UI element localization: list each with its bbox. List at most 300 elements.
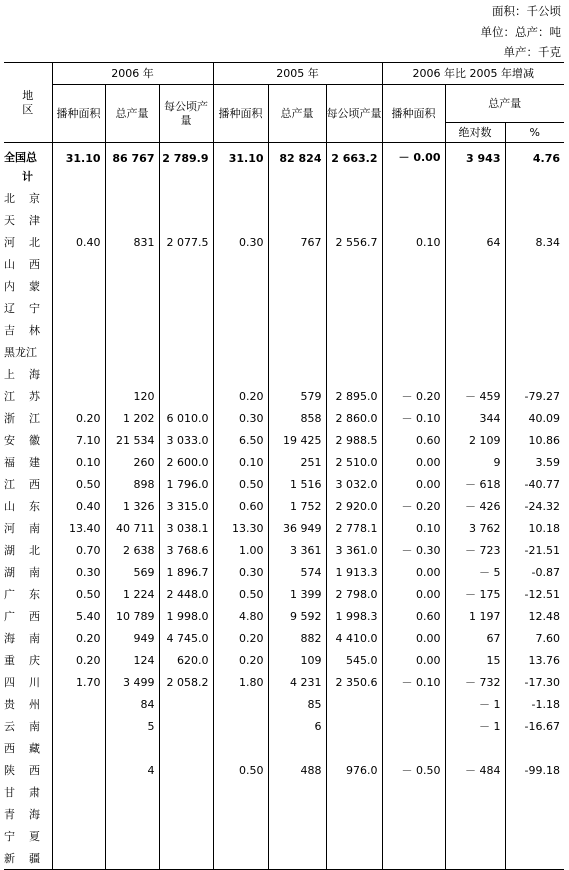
data-cell: 3 032.0 <box>326 473 382 495</box>
data-cell: 2 798.0 <box>326 583 382 605</box>
data-cell: 882 <box>268 627 326 649</box>
data-cell <box>52 341 105 363</box>
data-cell <box>445 825 505 847</box>
table-row <box>4 583 564 605</box>
data-cell: 6 010.0 <box>159 407 213 429</box>
pct-header: % <box>505 123 564 143</box>
output-2006-header: 总产量 <box>105 85 159 143</box>
region-name: 河 南 <box>4 517 52 539</box>
data-cell <box>445 781 505 803</box>
data-cell <box>505 341 564 363</box>
data-cell: 1.70 <box>52 671 105 693</box>
total-cell: 2 789.9 <box>159 143 213 166</box>
data-cell <box>105 187 159 209</box>
data-cell: 10.86 <box>528 433 561 447</box>
table-row <box>4 627 564 649</box>
data-cell <box>268 737 326 759</box>
data-cell <box>159 341 213 363</box>
data-cell: 9 <box>445 451 505 473</box>
data-cell: 7.10 <box>52 429 105 451</box>
data-cell: -40.77 <box>524 477 561 491</box>
data-cell <box>213 825 268 847</box>
data-cell: 19 425 <box>268 429 326 451</box>
data-cell <box>505 209 564 231</box>
data-cell: -21.51 <box>524 543 561 557</box>
total-cell: 82 824 <box>268 143 326 166</box>
data-cell: -99.18 <box>524 763 561 777</box>
region-name: 山 东 <box>4 495 52 517</box>
data-cell: 0.00 <box>382 451 445 473</box>
data-cell <box>445 209 505 231</box>
data-cell <box>159 275 213 297</box>
table-row <box>4 231 564 253</box>
data-cell <box>213 363 268 385</box>
data-cell: 0.30 <box>213 561 268 583</box>
data-cell: 3 315.0 <box>159 495 213 517</box>
data-cell: -79.27 <box>524 389 561 403</box>
data-cell: 1 998.3 <box>326 605 382 627</box>
data-cell <box>213 341 268 363</box>
data-cell: － 723 <box>445 539 505 561</box>
data-cell: 0.60 <box>382 605 445 627</box>
data-cell <box>445 187 505 209</box>
data-cell <box>382 715 445 737</box>
table-row <box>4 451 564 473</box>
data-cell <box>159 693 213 715</box>
table-row <box>4 385 564 407</box>
data-cell: 0.00 <box>382 561 445 583</box>
data-cell: 2 638 <box>105 539 159 561</box>
data-cell <box>505 275 564 297</box>
data-cell: 574 <box>268 561 326 583</box>
table-row <box>4 319 564 341</box>
region-name: 安 徽 <box>4 429 52 451</box>
data-cell: － 0.10 <box>382 407 445 429</box>
data-cell: 2 778.1 <box>326 517 382 539</box>
data-cell: 2 556.7 <box>326 231 382 253</box>
data-cell <box>105 341 159 363</box>
data-cell <box>505 363 564 385</box>
data-cell: 0.00 <box>382 583 445 605</box>
data-cell: 3 762 <box>445 517 505 539</box>
area-2005-header: 播种面积 <box>213 85 268 143</box>
data-cell: 4 745.0 <box>159 627 213 649</box>
data-cell <box>213 319 268 341</box>
data-cell: 124 <box>105 649 159 671</box>
data-cell: 569 <box>105 561 159 583</box>
data-cell <box>268 803 326 825</box>
region-header: 地 区 <box>4 63 52 143</box>
data-cell: 1 516 <box>268 473 326 495</box>
data-cell: 3 033.0 <box>159 429 213 451</box>
region-name: 天 津 <box>4 209 52 231</box>
change-output-header: 总产量 <box>445 85 564 123</box>
data-cell <box>52 803 105 825</box>
perha-2005-header: 每公顷产量 <box>326 85 382 143</box>
data-cell <box>52 759 105 781</box>
data-cell <box>505 781 564 803</box>
data-cell <box>382 253 445 275</box>
data-cell <box>52 781 105 803</box>
data-cell <box>445 341 505 363</box>
data-cell <box>382 275 445 297</box>
region-name: 内 蒙 <box>4 275 52 297</box>
data-cell: 579 <box>268 385 326 407</box>
data-cell <box>268 341 326 363</box>
total-cell: 2 663.2 <box>326 143 382 166</box>
region-name: 宁 夏 <box>4 825 52 847</box>
table-row <box>4 539 564 561</box>
total-cell: 3 943 <box>445 143 505 166</box>
units-block <box>0 0 569 62</box>
data-cell: 0.70 <box>52 539 105 561</box>
data-cell <box>382 363 445 385</box>
data-cell <box>52 737 105 759</box>
data-cell <box>326 275 382 297</box>
data-cell <box>505 187 564 209</box>
data-cell <box>52 187 105 209</box>
data-cell <box>268 297 326 319</box>
data-cell: 1.00 <box>213 539 268 561</box>
data-cell <box>445 275 505 297</box>
data-cell <box>268 209 326 231</box>
data-cell: 251 <box>268 451 326 473</box>
data-cell <box>105 737 159 759</box>
data-cell <box>105 275 159 297</box>
data-cell: -1.18 <box>531 697 561 711</box>
data-cell: 5 <box>105 715 159 737</box>
data-cell: 344 <box>445 407 505 429</box>
region-name: 福 建 <box>4 451 52 473</box>
data-cell: 1 752 <box>268 495 326 517</box>
data-cell <box>382 693 445 715</box>
region-name: 浙 江 <box>4 407 52 429</box>
data-cell: 120 <box>105 385 159 407</box>
data-cell: 6 <box>268 715 326 737</box>
data-cell: 260 <box>105 451 159 473</box>
region-name: 云 南 <box>4 715 52 737</box>
data-cell <box>159 209 213 231</box>
region-name: 广 东 <box>4 583 52 605</box>
data-cell <box>105 847 159 870</box>
data-cell: － 0.20 <box>382 385 445 407</box>
data-cell <box>105 209 159 231</box>
data-cell <box>52 715 105 737</box>
data-cell: 976.0 <box>326 759 382 781</box>
data-cell: 0.10 <box>382 517 445 539</box>
total-row <box>4 143 564 166</box>
data-cell: 4.80 <box>213 605 268 627</box>
data-cell: 40 711 <box>105 517 159 539</box>
table-row <box>4 253 564 275</box>
data-cell <box>52 209 105 231</box>
region-name: 江 西 <box>4 473 52 495</box>
data-cell <box>445 737 505 759</box>
data-cell <box>268 847 326 870</box>
data-cell: 1 796.0 <box>159 473 213 495</box>
data-cell: 1 896.7 <box>159 561 213 583</box>
data-cell <box>52 825 105 847</box>
region-name: 湖 南 <box>4 561 52 583</box>
table-row <box>4 429 564 451</box>
data-cell: 1 202 <box>105 407 159 429</box>
data-cell: 13.40 <box>52 517 105 539</box>
table-row <box>4 297 564 319</box>
data-cell <box>159 297 213 319</box>
data-cell: 3 499 <box>105 671 159 693</box>
unit-per-note: 单产：千克 <box>503 45 561 59</box>
table-row <box>4 825 564 847</box>
data-cell <box>382 847 445 870</box>
data-cell <box>268 319 326 341</box>
data-cell <box>326 715 382 737</box>
data-cell: 0.60 <box>213 495 268 517</box>
table-row <box>4 561 564 583</box>
table-row <box>4 209 564 231</box>
region-name: 黑龙江 <box>4 341 52 363</box>
data-cell: -24.32 <box>524 499 561 513</box>
region-name: 辽 宁 <box>4 297 52 319</box>
data-cell <box>105 803 159 825</box>
data-cell <box>505 847 564 870</box>
data-cell: 1 197 <box>445 605 505 627</box>
data-cell: 2 058.2 <box>159 671 213 693</box>
data-cell <box>326 253 382 275</box>
data-cell: 21 534 <box>105 429 159 451</box>
data-cell: 2 077.5 <box>159 231 213 253</box>
data-cell <box>159 319 213 341</box>
data-cell <box>382 209 445 231</box>
data-cell <box>213 847 268 870</box>
data-cell <box>159 803 213 825</box>
data-cell: 12.48 <box>528 609 561 623</box>
data-cell: 2 448.0 <box>159 583 213 605</box>
data-cell <box>105 297 159 319</box>
data-cell: 5.40 <box>52 605 105 627</box>
total-label-cont: 计 <box>4 165 52 187</box>
total-cell: 31.10 <box>213 143 268 166</box>
region-name: 新 疆 <box>4 847 52 870</box>
data-cell <box>505 297 564 319</box>
data-cell: 2 350.6 <box>326 671 382 693</box>
data-cell <box>326 319 382 341</box>
data-cell: － 1 <box>445 693 505 715</box>
data-cell <box>159 363 213 385</box>
data-cell: 3 768.6 <box>159 539 213 561</box>
data-cell <box>326 209 382 231</box>
data-cell: 40.09 <box>528 411 561 425</box>
data-cell <box>159 847 213 870</box>
change-area-header: 播种面积 <box>382 85 445 143</box>
data-cell: 85 <box>268 693 326 715</box>
table-row <box>4 363 564 385</box>
data-cell: 1 998.0 <box>159 605 213 627</box>
table-row <box>4 407 564 429</box>
data-cell: 4 231 <box>268 671 326 693</box>
data-cell: 0.00 <box>382 473 445 495</box>
table-row <box>4 759 564 781</box>
change-header: 2006 年比 2005 年增减 <box>382 63 564 85</box>
data-cell <box>326 803 382 825</box>
data-cell: 0.00 <box>382 649 445 671</box>
data-cell <box>445 847 505 870</box>
data-cell: 6.50 <box>213 429 268 451</box>
data-cell <box>105 781 159 803</box>
data-cell: 1.80 <box>213 671 268 693</box>
total-row-cont <box>4 165 564 187</box>
total-cell: 4.76 <box>532 152 561 165</box>
data-cell: 0.50 <box>52 473 105 495</box>
region-name: 湖 北 <box>4 539 52 561</box>
data-cell <box>505 825 564 847</box>
data-cell: 0.40 <box>52 231 105 253</box>
data-cell: 0.40 <box>52 495 105 517</box>
data-cell <box>268 187 326 209</box>
region-name: 青 海 <box>4 803 52 825</box>
data-cell: 545.0 <box>326 649 382 671</box>
data-cell: 0.20 <box>52 407 105 429</box>
data-cell <box>52 275 105 297</box>
table-row <box>4 341 564 363</box>
data-cell: 0.20 <box>52 649 105 671</box>
data-cell: 1 224 <box>105 583 159 605</box>
data-cell: 36 949 <box>268 517 326 539</box>
data-cell <box>326 847 382 870</box>
data-cell <box>445 253 505 275</box>
data-cell: -16.67 <box>524 719 561 733</box>
region-name: 海 南 <box>4 627 52 649</box>
data-cell <box>326 297 382 319</box>
data-cell: 10.18 <box>528 521 561 535</box>
data-cell <box>52 385 105 407</box>
data-cell <box>213 693 268 715</box>
data-cell <box>159 781 213 803</box>
data-cell <box>382 297 445 319</box>
data-cell <box>213 253 268 275</box>
data-cell: 10 789 <box>105 605 159 627</box>
data-cell: 3 038.1 <box>159 517 213 539</box>
data-cell: 2 920.0 <box>326 495 382 517</box>
data-cell: 2 860.0 <box>326 407 382 429</box>
data-cell <box>326 363 382 385</box>
table-row <box>4 803 564 825</box>
data-cell: 0.00 <box>382 627 445 649</box>
data-cell <box>159 759 213 781</box>
data-cell: 3 361 <box>268 539 326 561</box>
data-cell <box>326 781 382 803</box>
data-cell <box>52 693 105 715</box>
data-cell <box>326 825 382 847</box>
data-cell <box>213 803 268 825</box>
data-cell <box>159 737 213 759</box>
year-2006-header: 2006 年 <box>52 63 213 85</box>
data-cell: 84 <box>105 693 159 715</box>
region-name: 上 海 <box>4 363 52 385</box>
data-cell <box>213 737 268 759</box>
table-row <box>4 671 564 693</box>
data-cell <box>268 363 326 385</box>
region-name: 北 京 <box>4 187 52 209</box>
data-cell: 3.59 <box>535 455 561 469</box>
total-cell: － 0.00 <box>382 143 445 166</box>
data-cell <box>326 737 382 759</box>
data-cell: 0.10 <box>52 451 105 473</box>
data-cell: 67 <box>445 627 505 649</box>
total-cell: 86 767 <box>105 143 159 166</box>
perha-2006-header: 每公顷产量 <box>159 85 213 143</box>
table-row <box>4 517 564 539</box>
data-cell <box>52 847 105 870</box>
data-cell: － 459 <box>445 385 505 407</box>
region-name: 吉 林 <box>4 319 52 341</box>
data-cell: 1 399 <box>268 583 326 605</box>
data-cell: 0.50 <box>213 583 268 605</box>
data-cell: 0.50 <box>213 759 268 781</box>
data-cell: － 0.10 <box>382 671 445 693</box>
region-name: 江 苏 <box>4 385 52 407</box>
data-cell: 0.50 <box>52 583 105 605</box>
data-cell <box>382 319 445 341</box>
table-row <box>4 187 564 209</box>
data-cell: 7.60 <box>535 631 561 645</box>
data-cell: -17.30 <box>524 675 561 689</box>
total-label: 全国总 <box>4 143 52 166</box>
data-cell: － 0.20 <box>382 495 445 517</box>
data-cell <box>326 341 382 363</box>
data-cell: 15 <box>445 649 505 671</box>
data-cell <box>268 825 326 847</box>
data-cell: 13.30 <box>213 517 268 539</box>
data-cell: 0.50 <box>213 473 268 495</box>
data-cell: 9 592 <box>268 605 326 627</box>
data-cell <box>268 275 326 297</box>
data-cell <box>213 187 268 209</box>
abs-header: 绝对数 <box>445 123 505 143</box>
data-cell <box>382 737 445 759</box>
data-cell: 488 <box>268 759 326 781</box>
output-2005-header: 总产量 <box>268 85 326 143</box>
data-cell <box>52 297 105 319</box>
data-cell <box>505 253 564 275</box>
region-name: 贵 州 <box>4 693 52 715</box>
region-name: 广 西 <box>4 605 52 627</box>
data-cell <box>382 825 445 847</box>
data-cell: 1 913.3 <box>326 561 382 583</box>
data-cell: 0.10 <box>382 231 445 253</box>
data-cell <box>445 319 505 341</box>
data-cell: 0.20 <box>52 627 105 649</box>
unit-area-note: 面积：千公顷 <box>492 4 561 18</box>
table-row <box>4 715 564 737</box>
data-cell <box>159 253 213 275</box>
region-name: 重 庆 <box>4 649 52 671</box>
area-2006-header: 播种面积 <box>52 85 105 143</box>
table-row <box>4 737 564 759</box>
data-cell <box>105 825 159 847</box>
data-cell: － 175 <box>445 583 505 605</box>
data-cell: － 732 <box>445 671 505 693</box>
data-cell <box>445 803 505 825</box>
data-cell <box>213 275 268 297</box>
data-cell <box>268 781 326 803</box>
table-row <box>4 275 564 297</box>
table-row <box>4 693 564 715</box>
data-cell: 4 410.0 <box>326 627 382 649</box>
data-cell: 2 510.0 <box>326 451 382 473</box>
data-cell: － 5 <box>445 561 505 583</box>
data-cell: 949 <box>105 627 159 649</box>
data-cell <box>213 715 268 737</box>
